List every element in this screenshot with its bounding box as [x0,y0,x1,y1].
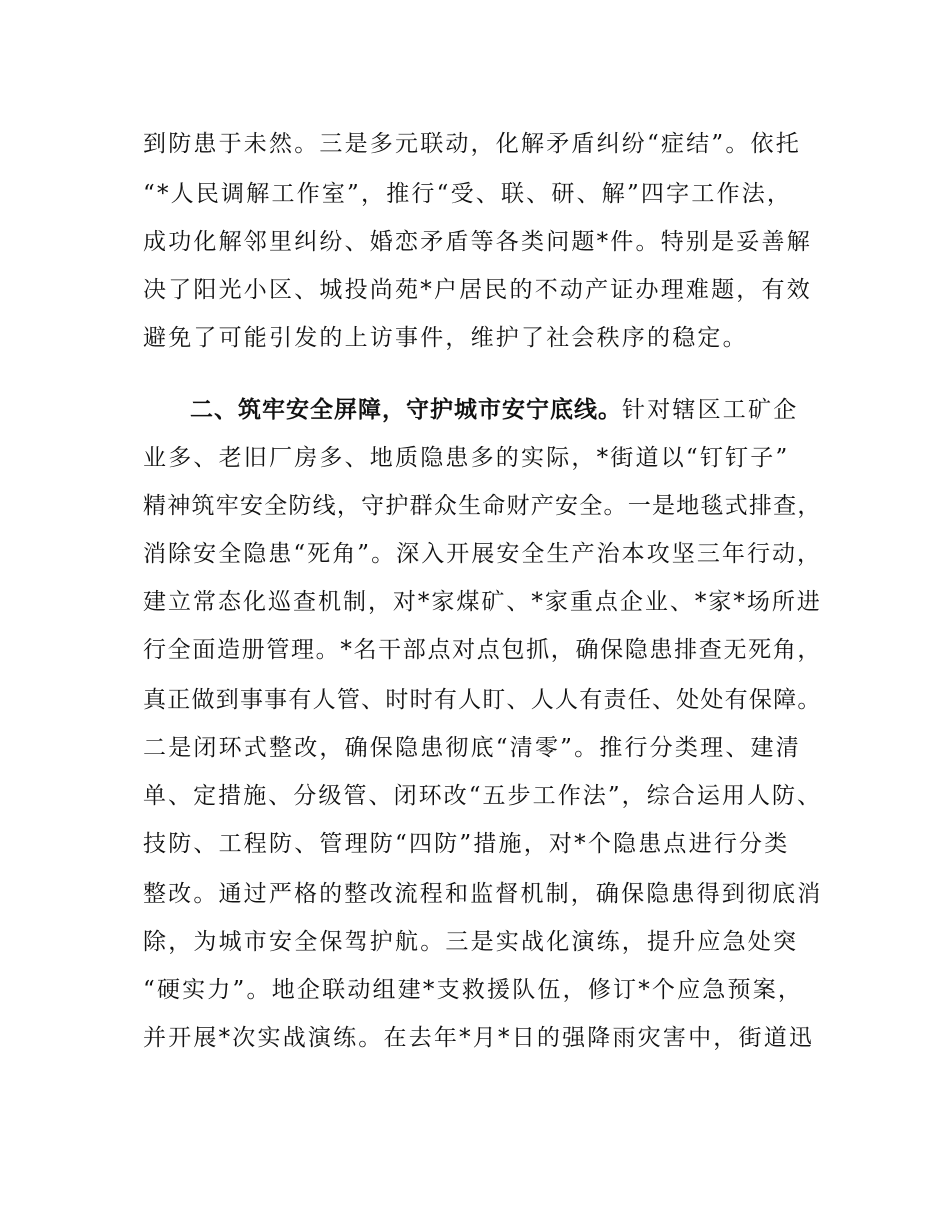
paragraph2-line-8: 二是闭环式整改，确保隐患彻底“清零”。推行分类理、建清 [143,735,801,761]
paragraph2-line-5: 建立常态化巡查机制，对*家煤矿、*家重点企业、*家*场所进 [143,589,822,615]
paragraph2-line-6: 行全面造册管理。*名干部点对点包抓，确保隐患排查无死角， [143,637,823,663]
paragraph2-line-14: 并开展*次实战演练。在去年*月*日的强降雨灾害中，街道迅 [143,1025,815,1051]
paragraph2-line-10: 技防、工程防、管理防“四防”措施，对*个隐患点进行分类 [143,831,790,857]
paragraph2-line-1 [190,395,798,425]
paragraph2-line-7: 真正做到事事有人管、时时有人盯、人人有责任、处处有保障。 [143,687,822,713]
paragraph2-line-3: 精神筑牢安全防线，守护群众生命财产安全。一是地毯式排查， [143,493,822,519]
paragraph2-line-11: 整改。通过严格的整改流程和监督机制，确保隐患得到彻底消 [143,881,823,907]
paragraph2-line-13: “硬实力”。地企联动组建*支救援队伍，修订*个应急预案， [143,977,804,1003]
paragraph1-line-5: 避免了可能引发的上访事件，维护了社会秩序的稳定。 [143,325,748,351]
paragraph1-line-1: 到防患于未然。三是多元联动，化解矛盾纠纷“症结”。依托 [143,131,801,157]
paragraph2-line-12: 除，为城市安全保驾护航。三是实战化演练，提升应急处突 [143,929,799,955]
paragraph1-line-3: 成功化解邻里纠纷、婚恋矛盾等各类问题*件。特别是妥善解 [143,229,812,255]
paragraph2-line-1-rest: 针对辖区工矿企 [622,397,799,423]
section-heading: 二、筑牢安全屏障，守护城市安宁底线。 [190,397,622,423]
paragraph1-line-2: “*人民调解工作室”，推行“受、联、研、解”四字工作法， [143,181,793,207]
paragraph1-line-4: 决了阳光小区、城投尚苑*户居民的不动产证办理难题，有效 [143,277,812,303]
paragraph2-line-4: 消除安全隐患“死角”。深入开展安全生产治本攻坚三年行动， [143,541,823,567]
paragraph2-line-2: 业多、老旧厂房多、地质隐患多的实际，*街道以“钉钉子” [143,445,790,471]
paragraph2-line-9: 单、定措施、分级管、闭环改“五步工作法”，综合运用人防、 [143,783,823,809]
